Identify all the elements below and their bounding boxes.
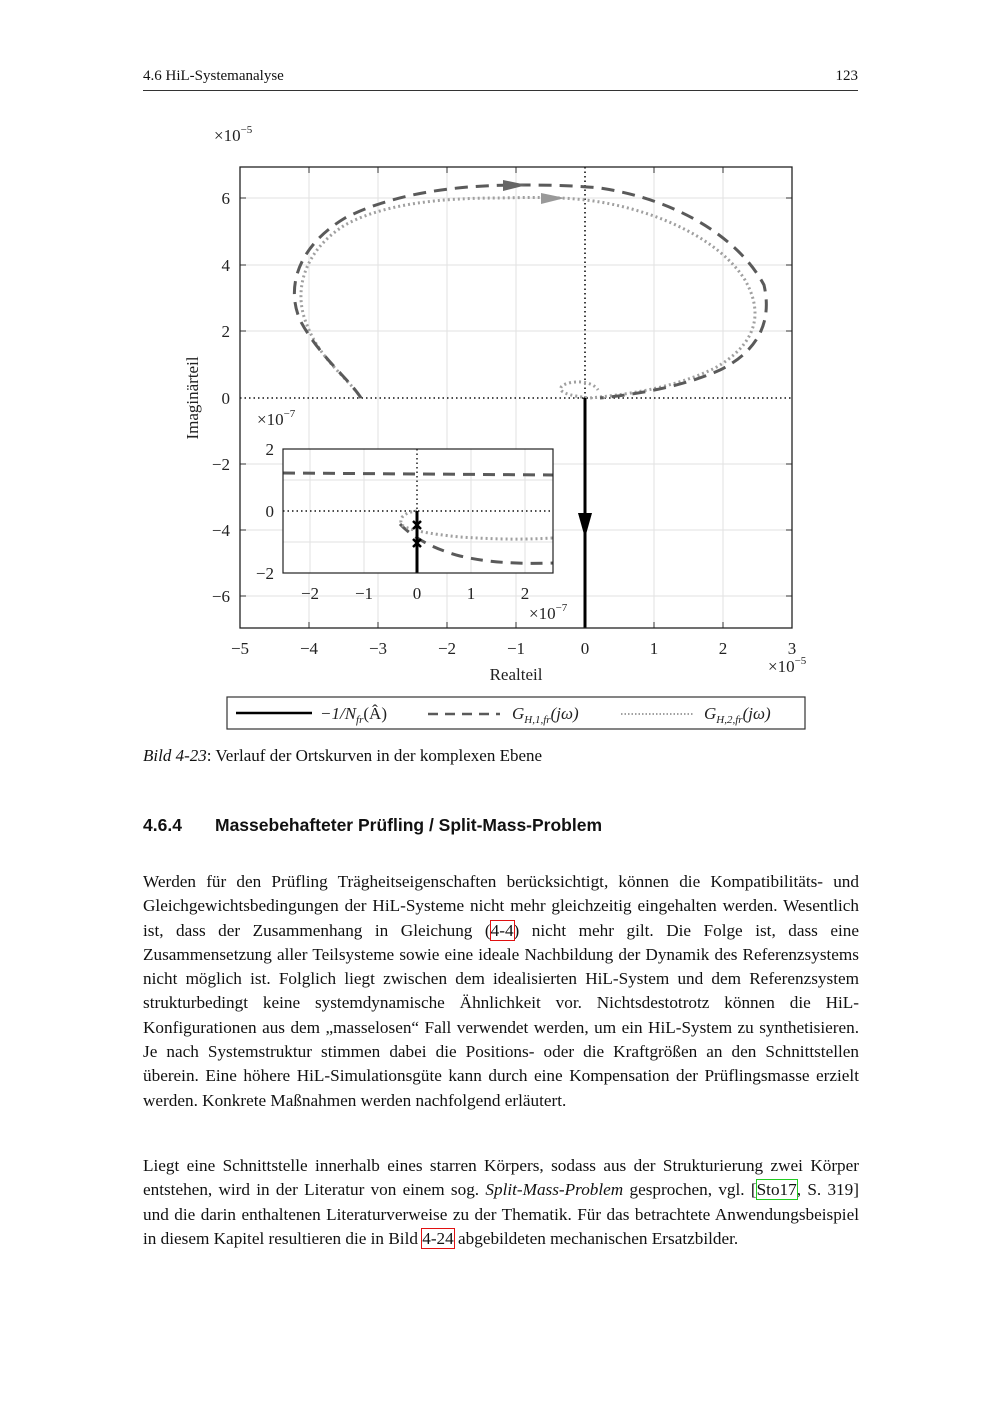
svg-text:×10−7: $\times 10^{-7}$ bbox=[529, 602, 568, 623]
svg-text:−2: −2 bbox=[437, 639, 457, 658]
split-mass-term: Split-Mass-Problem bbox=[485, 1180, 624, 1200]
citation-link[interactable]: Sto17 bbox=[756, 1180, 797, 1200]
section-heading bbox=[143, 815, 602, 836]
y-axis-label: Imaginärteil bbox=[183, 356, 202, 440]
main-plot bbox=[183, 124, 807, 684]
figure-caption bbox=[143, 746, 542, 766]
arrow-gh2-icon bbox=[541, 193, 565, 204]
svg-text:4: 4 bbox=[221, 256, 230, 275]
x-axis-label: Realteil bbox=[489, 665, 543, 684]
svg-text:−2: −2 bbox=[211, 455, 230, 474]
header-section-title: 4.6 HiL-Systemanalyse bbox=[143, 68, 284, 84]
svg-text:2: 2 bbox=[718, 639, 728, 658]
svg-text:×10−7: $\times 10^{-7}$ bbox=[257, 408, 296, 429]
svg-text:−4: −4 bbox=[299, 639, 319, 658]
section-title: Massebehafteter Prüfling / Split-Mass-Problem bbox=[215, 815, 603, 835]
legend bbox=[227, 697, 805, 729]
section-number: 4.6.4 bbox=[143, 815, 182, 835]
svg-text:−3: −3 bbox=[368, 639, 388, 658]
svg-text:−1: −1 bbox=[354, 584, 374, 603]
paragraph-2: Liegt eine Schnittstelle innerhalb eines starren Körpers, sodass aus der Strukturierung zwei Körper entstehen, wird in der Literatur von einem sog. Split-Mass-Problem gesprochen, vgl. [Sto17, S. 319] und die darin enthaltenen Literaturverweise zu der Thematik. Für das betrachtete Anwendungsbeispiel in diesem Kapitel resultieren die in Bild 4-24 abgebildeten mechanischen Ersatzbilder. bbox=[143, 1156, 859, 1248]
svg-text:−6: −6 bbox=[211, 587, 230, 606]
legend-item-gh2: $G_{H,2,fr}(j\omega)$ bbox=[704, 704, 771, 726]
caption-text: : Verlauf der Ortskurven in der komplexen Ebene bbox=[206, 746, 543, 765]
svg-text:×10−5: $\times 10^{-5}$ bbox=[768, 655, 807, 676]
svg-text:3: 3 bbox=[787, 639, 797, 658]
legend-item-gh1: $G_{H,1,fr}(j\omega)$ bbox=[512, 704, 579, 726]
svg-text:0: 0 bbox=[412, 584, 422, 603]
svg-text:−5: −5 bbox=[230, 639, 250, 658]
svg-text:−1: −1 bbox=[506, 639, 526, 658]
svg-text:−4: −4 bbox=[211, 521, 230, 540]
inset-plot bbox=[256, 408, 568, 623]
svg-text:2: 2 bbox=[520, 584, 530, 603]
svg-text:1: 1 bbox=[649, 639, 659, 658]
arrow-gh1-icon bbox=[503, 180, 527, 191]
svg-text:0: 0 bbox=[221, 389, 230, 408]
svg-text:1: 1 bbox=[466, 584, 476, 603]
svg-text:6: 6 bbox=[221, 189, 230, 208]
svg-text:0: 0 bbox=[580, 639, 590, 658]
page-number: 123 bbox=[835, 68, 858, 84]
equation-ref-link[interactable]: 4-4 bbox=[490, 920, 514, 940]
figure-ref-link[interactable]: 4-24 bbox=[422, 1228, 454, 1248]
curve-gh2 bbox=[301, 197, 755, 398]
arrow-down-icon bbox=[578, 513, 592, 538]
svg-text:×10−5: $\times 10^{-5}$ bbox=[214, 124, 253, 145]
caption-label: Bild 4-23 bbox=[143, 746, 207, 765]
svg-text:2: 2 bbox=[265, 440, 274, 459]
svg-text:2: 2 bbox=[221, 322, 230, 341]
svg-text:−2: −2 bbox=[300, 584, 320, 603]
svg-text:−2: −2 bbox=[255, 564, 274, 583]
svg-text:0: 0 bbox=[265, 502, 274, 521]
paragraph-1: Werden für den Prüfling Trägheitseigenschaften berücksichtigt, können die Kompatibilitäts- und Gleichgewichtsbedingungen der HiL-Systeme nicht mehr gleichzeitig eingehalten werden. Wesentlich ist, dass der Zusammenhang in Gleichung (4-4) nicht mehr gilt. Die Folge ist, dass eine Zusammensetzung aller Teilsysteme sowie eine ideale Nachbildung der Dynamik des Referenzsystems nicht möglich ist. Folglich liegt zwischen dem idealisierten HiL-System und dem Referenzsystem strukturbedingt keine systemdynamische Ähnlichkeit vor. Nichtsdestotrotz können die HiL-Konfigurationen aus dem „masselosen“ Fall verwendet werden, um ein HiL-System zu synthetisieren. Je nach Systemstruktur stimmen dabei die Positions- oder die Kraftgrößen an den Schnittstellen überein. Eine höhere HiL-Simulationsgüte kann durch eine Kompensation der Prüflingsmasse erzielt werden. Konkrete Maßnahmen werden nachfolgend erläutert. bbox=[143, 872, 859, 1110]
legend-item-describing-function: $-1/N_{fr}(Â)$ bbox=[320, 704, 387, 726]
